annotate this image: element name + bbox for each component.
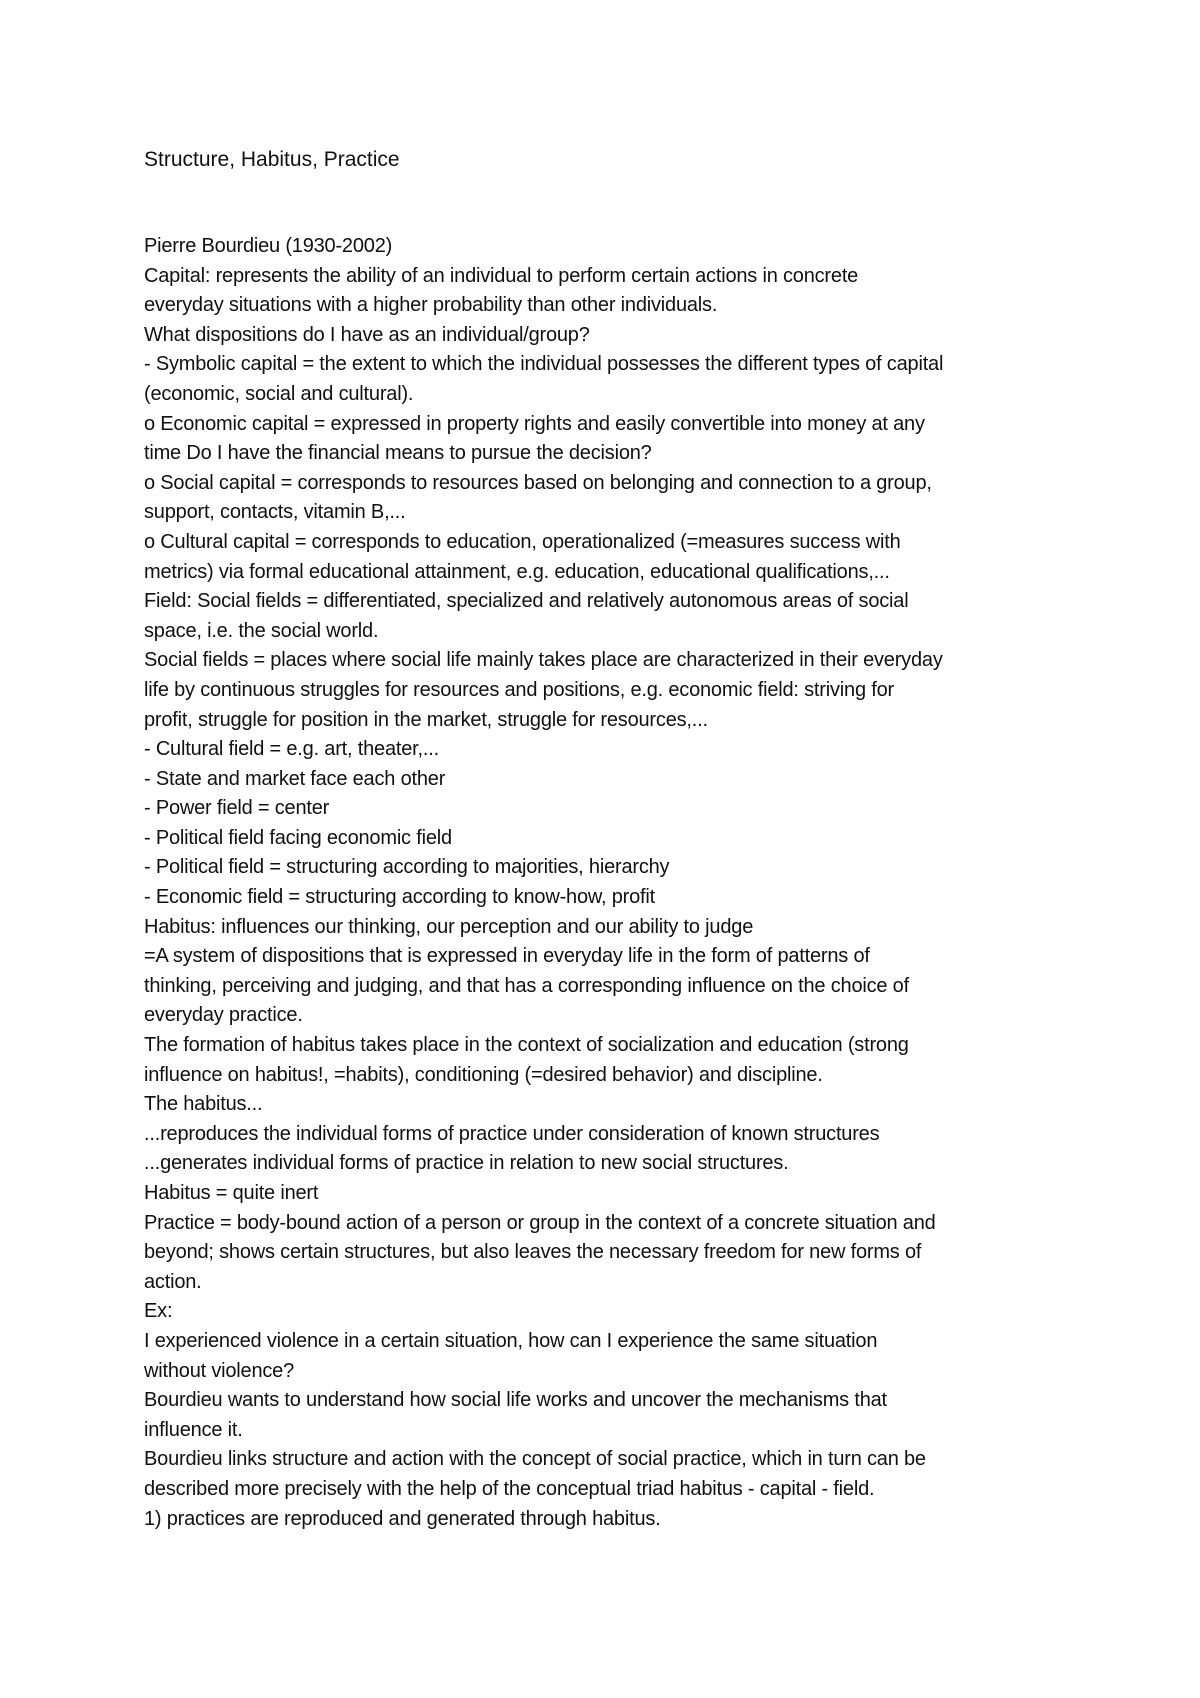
text-line: Habitus = quite inert [144, 1182, 319, 1204]
text-line: action. [144, 1270, 202, 1293]
text-line: =A system of dispositions that is expressed in everyday life in the form of patterns of [144, 945, 870, 968]
text-line: (economic, social and cultural). [144, 382, 414, 405]
text-line: influence on habitus!, =habits), conditioning (=desired behavior) and discipline. [144, 1063, 823, 1086]
text-line: Pierre Bourdieu (1930-2002) [144, 235, 393, 257]
text-line: influence it. [144, 1418, 243, 1441]
text-line: - Symbolic capital = the extent to which the individual possesses the different types of capital [144, 353, 944, 376]
text-line: o Economic capital = expressed in property rights and easily convertible into money at any [144, 412, 925, 435]
text-line: Social fields = places where social life mainly takes place are characterized in their everyday [144, 649, 943, 672]
text-line: time Do I have the financial means to pursue the decision? [144, 442, 652, 465]
text-line: metrics) via formal educational attainment, e.g. education, educational qualifications,... [144, 560, 890, 583]
text-line: - Power field = center [144, 797, 330, 820]
text-line: ...generates individual forms of practice in relation to new social structures. [144, 1152, 789, 1175]
text-line: support, contacts, vitamin B,... [144, 501, 406, 524]
text-line: - Economic field = structuring according to know-how, profit [144, 886, 656, 909]
text-line: Practice = body-bound action of a person or group in the context of a concrete situation and [144, 1211, 936, 1234]
text-line: without violence? [144, 1359, 295, 1382]
text-line: - Political field = structuring according to majorities, hierarchy [144, 856, 670, 879]
text-line: Field: Social fields = differentiated, specialized and relatively autonomous areas of social [144, 590, 909, 613]
text-line: profit, struggle for position in the market, struggle for resources,... [144, 708, 708, 731]
text-line: - State and market face each other [144, 767, 446, 790]
text-line: ...reproduces the individual forms of practice under consideration of known structures [144, 1122, 880, 1145]
text-line: space, i.e. the social world. [144, 619, 379, 642]
text-line: What dispositions do I have as an individual/group? [144, 323, 590, 346]
text-line: 1) practices are reproduced and generated through habitus. [144, 1507, 661, 1530]
document-body [144, 232, 1084, 1534]
text-line: I experienced violence in a certain situation, how can I experience the same situation [144, 1329, 878, 1352]
text-line: everyday practice. [144, 1004, 303, 1027]
text-line: Bourdieu links structure and action with the concept of social practice, which in turn can be [144, 1448, 926, 1471]
text-line: life by continuous struggles for resources and positions, e.g. economic field: striving for [144, 678, 894, 701]
text-line: The habitus... [144, 1093, 263, 1116]
text-line: - Political field facing economic field [144, 826, 452, 849]
text-line: thinking, perceiving and judging, and that has a corresponding influence on the choice of [144, 974, 909, 997]
text-line: Bourdieu wants to understand how social life works and uncover the mechanisms that [144, 1389, 887, 1412]
text-line: Habitus: influences our thinking, our perception and our ability to judge [144, 915, 754, 938]
text-line: o Cultural capital = corresponds to education, operationalized (=measures success with [144, 530, 901, 553]
text-line: Capital: represents the ability of an individual to perform certain actions in concrete [144, 264, 859, 287]
text-line: o Social capital = corresponds to resources based on belonging and connection to a group, [144, 471, 932, 494]
text-line: described more precisely with the help of the conceptual triad habitus - capital - field. [144, 1477, 875, 1500]
text-line: Ex: [144, 1300, 173, 1323]
text-line: - Cultural field = e.g. art, theater,... [144, 738, 439, 761]
text-line: beyond; shows certain structures, but also leaves the necessary freedom for new forms of [144, 1241, 922, 1264]
text-line: The formation of habitus takes place in the context of socialization and education (strong [144, 1034, 909, 1057]
text-line: everyday situations with a higher probability than other individuals. [144, 294, 718, 317]
document-title: Structure, Habitus, Practice [144, 148, 400, 171]
